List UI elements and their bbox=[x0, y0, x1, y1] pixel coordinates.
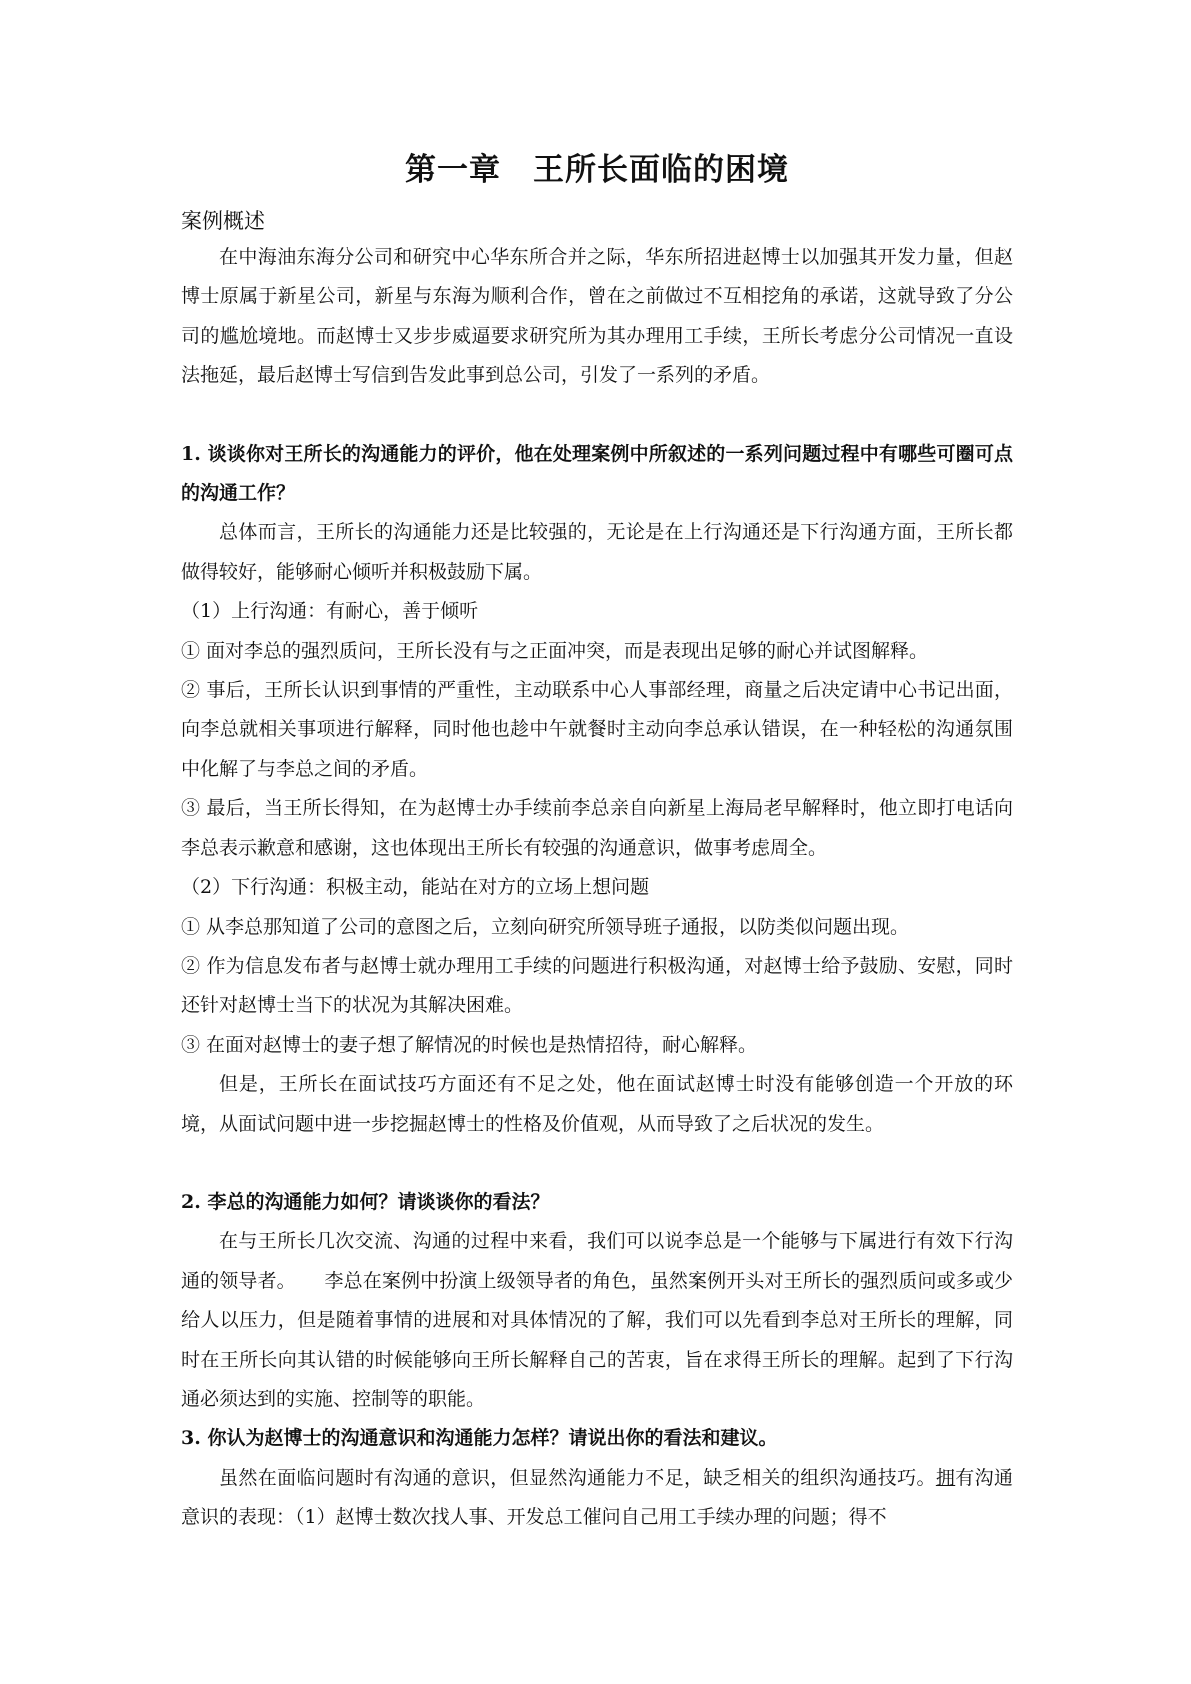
spacer bbox=[181, 1144, 1013, 1183]
chapter-title: 第一章 王所长面临的困境 bbox=[405, 152, 789, 188]
q2-answer-paragraph: 在与王所长几次交流、沟通的过程中来看，我们可以说李总是一个能够与下属进行有效下行沟通的领导者。 李总在案例中扮演上级领导者的角色，虽然案例开头对王所长的强烈质问或多或少给人以压力，但是随着事情的进展和对具体情况的了解，我们可以先看到李总对王所长的理解，同时在王所长向其认错的时候能够向王所长解释自己的苦衷，旨在求得王所长的理解。起到了下行沟通必须达到的实施、控制等的职能。 bbox=[181, 1230, 1013, 1410]
q1-conclusion-paragraph: 但是，王所长在面试技巧方面还有不足之处，他在面试赵博士时没有能够创造一个开放的环境，从面试问题中进一步挖掘赵博士的性格及价值观，从而导致了之后状况的发生。 bbox=[181, 1073, 1013, 1135]
question-1: 1. 谈谈你对王所长的沟通能力的评价，他在处理案例中所叙述的一系列问题过程中有哪些可圈可点的沟通工作？ bbox=[181, 442, 1013, 505]
q1-upward-point-3: ③ 最后，当王所长得知，在为赵博士办手续前李总亲自向新星上海局老早解释时，他立即打电话向李总表示歉意和感谢，这也体现出王所长有较强的沟通意识，做事考虑周全。 bbox=[181, 797, 1013, 859]
question-2: 2. 李总的沟通能力如何？请谈谈你的看法？ bbox=[181, 1190, 550, 1213]
spacer bbox=[181, 396, 1013, 435]
q1-downward-point-2: ② 作为信息发布者与赵博士就办理用工手续的问题进行积极沟通，对赵博士给予鼓励、安慰，同时还针对赵博士当下的状况为其解决困难。 bbox=[181, 954, 1013, 1017]
q3-answer-underlined: 拥 bbox=[935, 1466, 956, 1489]
q3-answer-text-1: 虽然在面临问题时有沟通的意识，但显然沟通能力不足，缺乏相关的组织沟通技巧。 bbox=[219, 1466, 936, 1489]
overview-heading: 案例概述 bbox=[181, 209, 265, 233]
question-3: 3. 你认为赵博士的沟通意识和沟通能力怎样？请说出你的看法和建议。 bbox=[181, 1427, 778, 1450]
q1-upward-point-1: ① 面对李总的强烈质问，王所长没有与之正面冲突，而是表现出足够的耐心并试图解释。 bbox=[181, 639, 929, 662]
document-page bbox=[181, 150, 1013, 1538]
q1-downward-point-3: ③ 在面对赵博士的妻子想了解情况的时候也是热情招待，耐心解释。 bbox=[181, 1033, 758, 1056]
q1-upward-point-2: ② 事后，王所长认识到事情的严重性，主动联系中心人事部经理，商量之后决定请中心书记出面，向李总就相关事项进行解释，同时他也趁中午就餐时主动向李总承认错误，在一种轻松的沟通氛围中化解了与李总之间的矛盾。 bbox=[181, 679, 1013, 780]
q3-answer-paragraph bbox=[181, 1459, 1013, 1538]
q1-intro-paragraph: 总体而言，王所长的沟通能力还是比较强的，无论是在上行沟通还是下行沟通方面，王所长都做得较好，能够耐心倾听并积极鼓励下属。 bbox=[181, 521, 1013, 583]
overview-paragraph: 在中海油东海分公司和研究中心华东所合并之际，华东所招进赵博士以加强其开发力量，但赵博士原属于新星公司，新星与东海为顺利合作，曾在之前做过不互相挖角的承诺，这就导致了分公司的尴尬境地。而赵博士又步步威逼要求研究所为其办理用工手续，王所长考虑分公司情况一直设法拖延，最后赵博士写信到告发此事到总公司，引发了一系列的矛盾。 bbox=[181, 246, 1013, 387]
q1-downward-point-1: ① 从李总那知道了公司的意图之后，立刻向研究所领导班子通报，以防类似问题出现。 bbox=[181, 915, 910, 938]
q1-upward-heading: （1）上行沟通：有耐心，善于倾听 bbox=[181, 600, 479, 623]
q1-downward-heading: （2）下行沟通：积极主动，能站在对方的立场上想问题 bbox=[181, 876, 650, 899]
q3-answer-text-2: 有沟通意识的表现：（1）赵博士数次找人事、开发总工催问自己用工手续办理的问题；得不 bbox=[181, 1466, 1013, 1529]
